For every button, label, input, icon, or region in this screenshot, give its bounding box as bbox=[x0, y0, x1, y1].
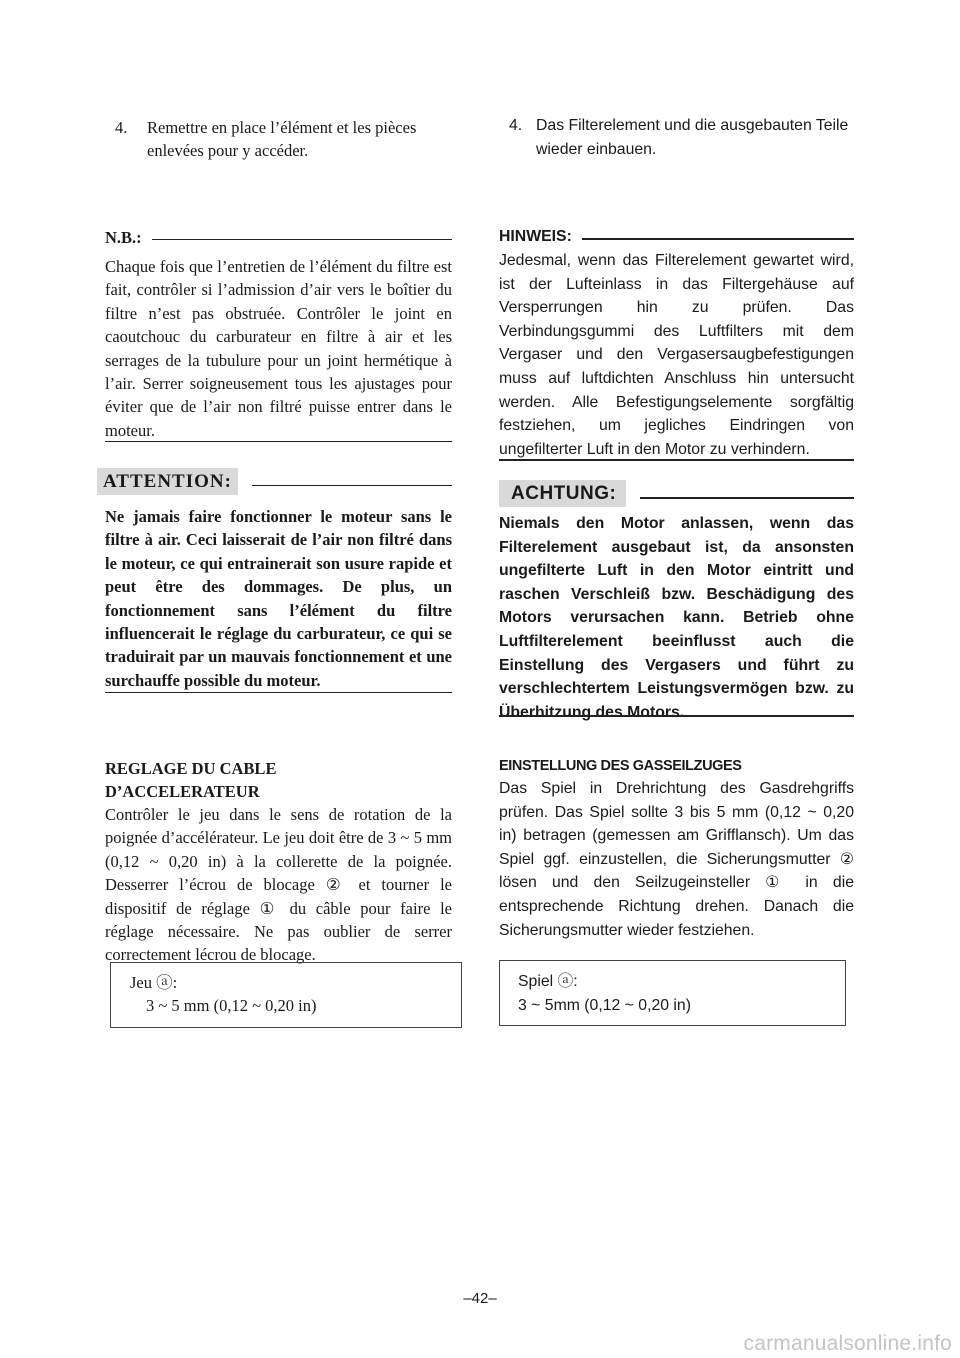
fr-warning-end-rule bbox=[105, 692, 452, 693]
de-note-label: HINWEIS: bbox=[499, 228, 572, 245]
fr-warning-header bbox=[97, 468, 452, 495]
de-section-text: Das Spiel in Drehrichtung des Gasdrehgriffs prüfen. Das Spiel sollte 3 bis 5 mm (0,12 ~ 0,20 in) betragen (gemessen am Grifflansch). Um das Spiel ggf. einzustellen, die Sicherungsmutter ② lösen und den Seilzugeinsteller ① in die entsprechende Richtung drehen. Danach die Sicherungsmutter wieder festziehen. bbox=[499, 780, 854, 939]
de-note-header bbox=[499, 225, 854, 249]
de-note-header-rule bbox=[582, 238, 854, 240]
de-spec-label: Spiel ⓐ: bbox=[518, 973, 578, 990]
fr-note-header-rule bbox=[152, 239, 452, 240]
de-warning-label: ACHTUNG: bbox=[499, 480, 626, 507]
watermark: carmanualsonline.info bbox=[743, 1332, 952, 1355]
fr-step-text: Remettre en place l’élément et les pièces enlevées pour y accéder. bbox=[147, 118, 417, 161]
fr-note-header bbox=[105, 226, 452, 249]
fr-section-text: Contrôler le jeu dans le sens de rotation de la poignée d’accélérateur. Le jeu doit être de 3 ~ 5 mm (0,12 ~ 0,20 in) à la collerette de la poignée. Desserrer l’écrou de blocage ② et tourner le dispositif de réglage ① du câble pour faire le réglage nécessaire. Ne pas oublier de serrer correctement lécrou de blocage. bbox=[105, 805, 452, 965]
page-number: –42– bbox=[463, 1290, 497, 1307]
fr-warning-header-rule bbox=[252, 485, 452, 486]
de-step-number: 4. bbox=[509, 117, 523, 134]
fr-note-label: N.B.: bbox=[105, 228, 142, 247]
de-warning-header-rule bbox=[640, 497, 854, 499]
fr-warning-text: Ne jamais faire fonctionner le moteur sans le filtre à air. Ceci laisserait de l’air non filtré dans le moteur, ce qui entrainerait son usure rapide et peut être des dommages. De plus, un fonctionnement sans l’élément du filtre influencerait le réglage du carburateur, ce qui se traduirait par un mauvais fonctionnement et une surchauffe possible du moteur. bbox=[105, 507, 452, 690]
fr-step-number: 4. bbox=[115, 118, 128, 137]
de-spec-value: 3 ~ 5mm (0,12 ~ 0,20 in) bbox=[518, 996, 691, 1014]
fr-spec-value: 3 ~ 5 mm (0,12 ~ 0,20 in) bbox=[146, 996, 317, 1016]
fr-spec-label: Jeu ⓐ: bbox=[130, 973, 178, 992]
fr-section-title-line1: REGLAGE DU CABLE bbox=[105, 759, 277, 778]
fr-section-title-line2: D’ACCELERATEUR bbox=[105, 782, 260, 802]
fr-section-title bbox=[105, 757, 452, 804]
fr-note-end-rule bbox=[105, 441, 452, 442]
de-note-end-rule bbox=[499, 459, 854, 461]
de-note-text: Jedesmal, wenn das Filterelement gewartet wird, ist der Lufteinlass in das Filtergehäuse auf Versperrungen hin zu prüfen. Das Verbindungsgummi des Luftfilters mit dem Vergaser und den Vergasersaugbefestigungen muss auf luftdichten Anschluss hin untersucht werden. Alle Befestigungselemente sorgfältig festziehen, um jegliches Eindringen von ungefilterter Luft in den Motor zu verhindern. bbox=[499, 252, 854, 458]
fr-spec-box bbox=[110, 962, 462, 1028]
de-spec-box bbox=[499, 960, 846, 1026]
de-step-4 bbox=[509, 114, 854, 161]
fr-step-4 bbox=[105, 116, 452, 163]
de-warning-text: Niemals den Motor anlassen, wenn das Filterelement ausgebaut ist, da ansonsten ungefilterte Luft in den Motor eintritt und raschen Verschleiß bzw. Beschädigung des Motors verursachen kann. Betrieb ohne Luftfilterelement beeinflusst auch die Einstellung des Vergasers und führt zu verschlechtertem Leistungsvermögen bzw. zu Überhitzung des Motors. bbox=[499, 515, 854, 721]
fr-warning-label: ATTENTION: bbox=[97, 468, 238, 495]
de-section-title: EINSTELLUNG DES GASSEILZUGES bbox=[499, 758, 742, 774]
de-warning-end-rule bbox=[499, 715, 854, 717]
de-step-text: Das Filterelement und die ausgebauten Teile wieder einbauen. bbox=[536, 117, 849, 158]
fr-note-text: Chaque fois que l’entretien de l’élément du filtre est fait, contrôler si l’admission d’air vers le boîtier du filtre n’est pas obstruée. Contrôler le joint en caoutchouc du carburateur en filtre à air et les serrages de la tubulure pour un joint hermétique à l’air. Serrer soigneusement tous les ajustages pour éviter que de l’air non filtré puisse entrer dans le moteur. bbox=[105, 257, 452, 440]
de-warning-header bbox=[499, 480, 854, 507]
